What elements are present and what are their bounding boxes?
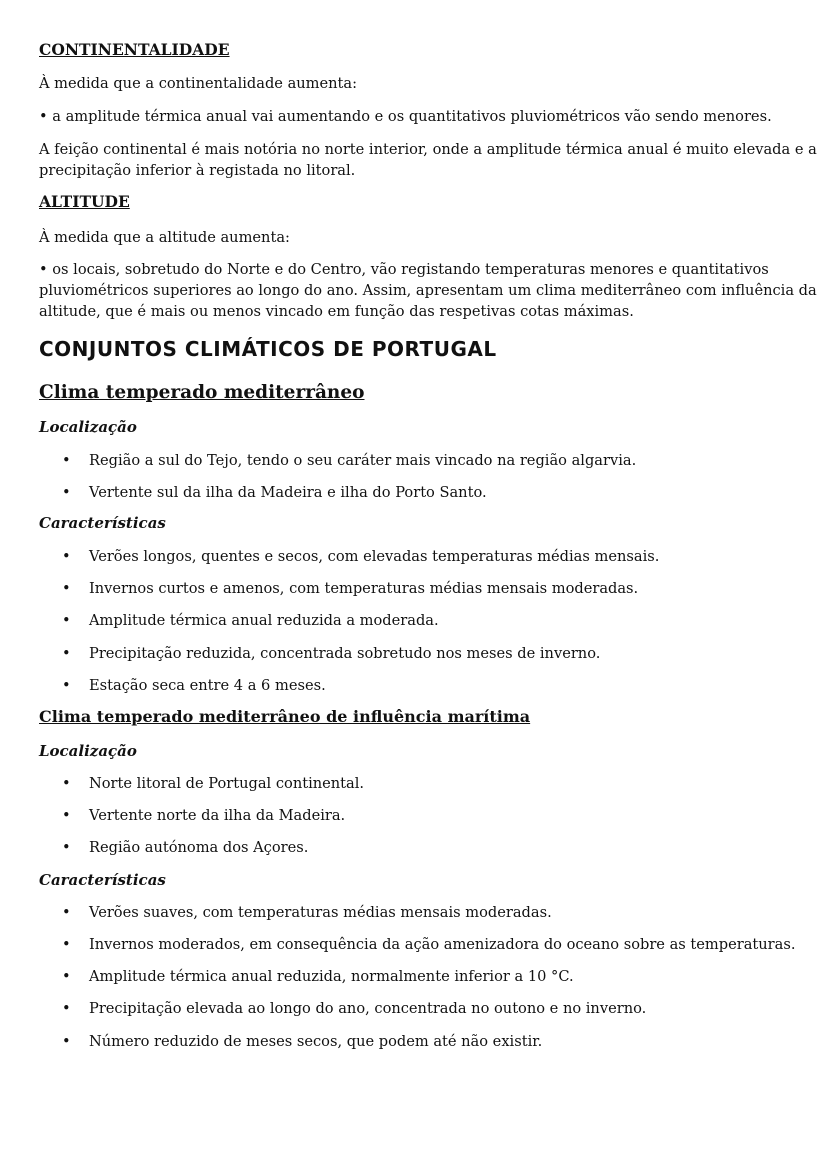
continentalidade-paragraph-line-1: A feição continental é mais notória no norte interior, onde a amplitude térmica anual é muito elevada e a	[39, 141, 817, 158]
clima1-title: Clima temperado mediterrâneo	[39, 382, 365, 403]
section-title: CONJUNTOS CLIMÁTICOS DE PORTUGAL	[39, 337, 497, 361]
list-item-text: Região autónoma dos Açores.	[89, 839, 309, 856]
clima2-title: Clima temperado mediterrâneo de influência marítima	[39, 707, 531, 726]
list-item-text: Número reduzido de meses secos, que podem até não existir.	[89, 1033, 543, 1050]
bullet-icon: •	[62, 775, 71, 792]
continentalidade-paragraph-line-2: precipitação inferior à registada no litoral.	[39, 162, 356, 179]
list-item	[62, 1031, 542, 1052]
clima1-caracteristicas-label: Características	[39, 514, 166, 532]
list-item	[62, 773, 364, 794]
list-item	[62, 998, 646, 1019]
list-item-text: Amplitude térmica anual reduzida, normalmente inferior a 10 °C.	[89, 968, 574, 985]
bullet-icon: •	[62, 968, 71, 985]
bullet-icon: •	[62, 484, 71, 501]
list-item	[62, 450, 636, 471]
altitude-line-1: • os locais, sobretudo do Norte e do Centro, vão registando temperaturas menores e quantitativos	[39, 261, 769, 278]
bullet-icon: •	[62, 645, 71, 662]
list-item-text: Vertente norte da ilha da Madeira.	[89, 807, 346, 824]
list-item-text: Estação seca entre 4 a 6 meses.	[89, 677, 326, 694]
list-item-text: Verões suaves, com temperaturas médias mensais moderadas.	[89, 904, 552, 921]
bullet-icon: •	[62, 1000, 71, 1017]
clima1-localizacao-label: Localização	[39, 418, 137, 436]
altitude-intro: À medida que a altitude aumenta:	[39, 229, 290, 246]
list-item-text: Amplitude térmica anual reduzida a moderada.	[89, 612, 439, 629]
list-item	[62, 837, 308, 858]
list-item-text: Precipitação elevada ao longo do ano, concentrada no outono e no inverno.	[89, 1000, 647, 1017]
list-item-text: Invernos moderados, em consequência da ação amenizadora do oceano sobre as temperaturas.	[89, 936, 796, 953]
bullet-icon: •	[62, 612, 71, 629]
altitude-line-3: altitude, que é mais ou menos vincado em função das respetivas cotas máximas.	[39, 303, 634, 320]
bullet-icon: •	[62, 807, 71, 824]
list-item	[62, 578, 638, 599]
list-item	[62, 934, 795, 955]
list-item	[62, 805, 345, 826]
clima2-caracteristicas-label: Características	[39, 871, 166, 889]
bullet-icon: •	[62, 580, 71, 597]
list-item	[62, 643, 600, 664]
list-item	[62, 675, 326, 696]
continentalidade-intro: À medida que a continentalidade aumenta:	[39, 75, 358, 92]
list-item-text: Vertente sul da ilha da Madeira e ilha do Porto Santo.	[89, 484, 487, 501]
heading-continentalidade: CONTINENTALIDADE	[39, 40, 230, 59]
list-item-text: Precipitação reduzida, concentrada sobretudo nos meses de inverno.	[89, 645, 601, 662]
bullet-icon: •	[62, 839, 71, 856]
bullet-icon: •	[62, 904, 71, 921]
list-item-text: Verões longos, quentes e secos, com elevadas temperaturas médias mensais.	[89, 548, 660, 565]
heading-altitude: ALTITUDE	[39, 192, 130, 211]
altitude-line-2: pluviométricos superiores ao longo do ano. Assim, apresentam um clima mediterrâneo com influência da	[39, 282, 817, 299]
list-item	[62, 902, 552, 923]
list-item	[62, 546, 659, 567]
bullet-icon: •	[62, 677, 71, 694]
bullet-icon: •	[62, 1033, 71, 1050]
continentalidade-bullet: • a amplitude térmica anual vai aumentando e os quantitativos pluviométricos vão sendo menores.	[39, 108, 772, 125]
list-item	[62, 482, 487, 503]
list-item-text: Invernos curtos e amenos, com temperaturas médias mensais moderadas.	[89, 580, 639, 597]
bullet-icon: •	[62, 936, 71, 953]
list-item-text: Região a sul do Tejo, tendo o seu caráter mais vincado na região algarvia.	[89, 452, 637, 469]
list-item	[62, 966, 574, 987]
bullet-icon: •	[62, 452, 71, 469]
clima2-localizacao-label: Localização	[39, 742, 137, 760]
list-item	[62, 610, 439, 631]
list-item-text: Norte litoral de Portugal continental.	[89, 775, 365, 792]
bullet-icon: •	[62, 548, 71, 565]
